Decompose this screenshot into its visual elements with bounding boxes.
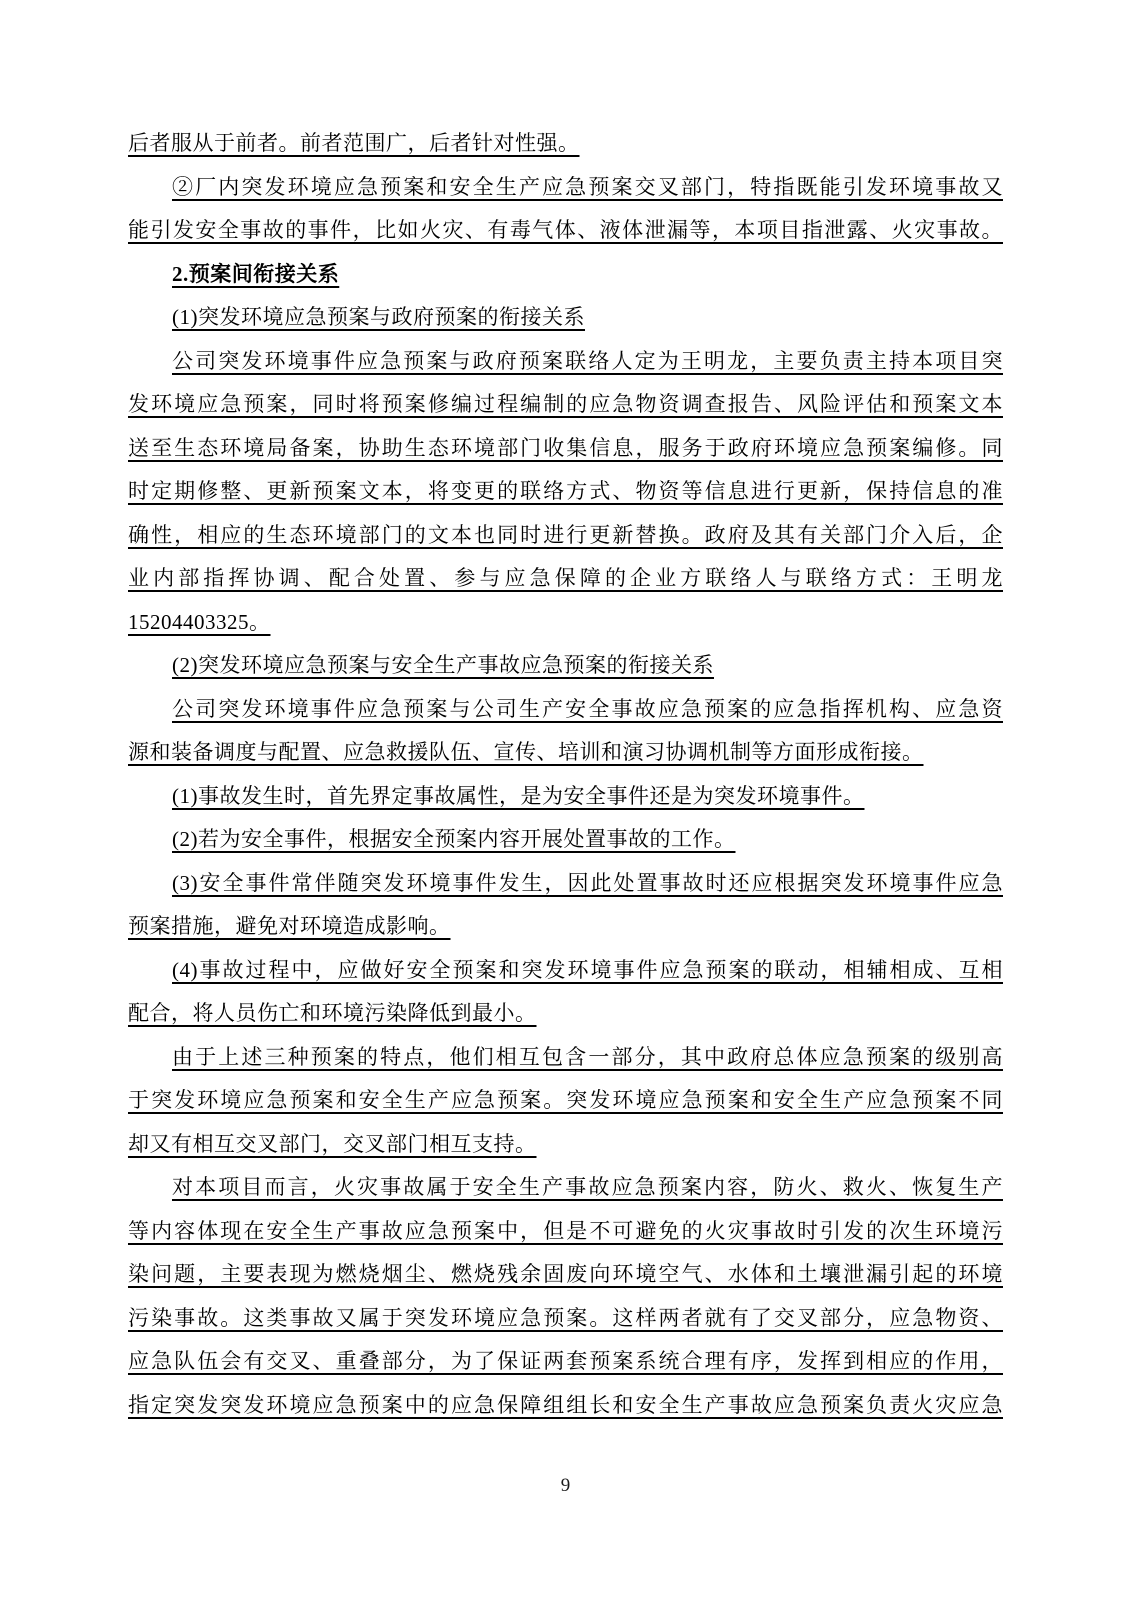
text-line: (2)若为安全事件，根据安全预案内容开展处置事故的工作。 [172,827,736,851]
text-line: 指定突发突发环境应急预案中的应急保障组组长和安全生产事故应急预案负责火灾应急 [128,1392,1003,1417]
text-line: (2)突发环境应急预案与安全生产事故应急预案的衔接关系 [172,653,714,677]
text-line: 源和装备调度与配置、应急救援队伍、宣传、培训和演习协调机制等方面形成衔接。 [128,740,924,764]
text-line: 应急队伍会有交叉、重叠部分，为了保证两套预案系统合理有序，发挥到相应的作用， [128,1349,1003,1373]
heading-line: 2.预案间衔接关系 [172,261,340,286]
text-line: 公司突发环境事件应急预案与政府预案联络人定为王明龙，主要负责主持本项目突 [172,348,1003,373]
text-line: 发环境应急预案，同时将预案修编过程编制的应急物资调查报告、风险评估和预案文本 [128,392,1003,416]
text-line: 送至生态环境局备案，协助生态环境部门收集信息，服务于政府环境应急预案编修。同 [128,435,1003,460]
text-line: 却又有相互交叉部门，交叉部门相互支持。 [128,1131,537,1156]
text-line: 染问题，主要表现为燃烧烟尘、燃烧残余固废向环境空气、水体和土壤泄漏引起的环境 [128,1262,1003,1286]
text-line: 预案措施，避免对环境造成影响。 [128,914,451,938]
text-line: 由于上述三种预案的特点，他们相互包含一部分，其中政府总体应急预案的级别高 [172,1044,1003,1069]
text-line: 确性，相应的生态环境部门的文本也同时进行更新替换。政府及其有关部门介入后，企 [128,522,1003,547]
text-line: 公司突发环境事件应急预案与公司生产安全事故应急预案的应急指挥机构、应急资 [172,696,1003,721]
page-number: 9 [560,1475,571,1496]
text-line: 时定期修整、更新预案文本，将变更的联络方式、物资等信息进行更新，保持信息的准 [128,479,1003,503]
text-line: 配合，将人员伤亡和环境污染降低到最小。 [128,1001,537,1025]
text-line: 业内部指挥协调、配合处置、参与应急保障的企业方联络人与联络方式：王明龙 [128,566,1003,590]
text-line: ②厂内突发环境应急预案和安全生产应急预案交叉部门，特指既能引发环境事故又 [172,174,1003,199]
text-line: 于突发环境应急预案和安全生产应急预案。突发环境应急预案和安全生产应急预案不同 [128,1088,1003,1112]
text-line: (3)安全事件常伴随突发环境事件发生，因此处置事故时还应根据突发环境事件应急 [172,870,1003,895]
text-line: 对本项目而言，火灾事故属于安全生产事故应急预案内容，防火、救火、恢复生产 [172,1175,1003,1199]
text-line: 等内容体现在安全生产事故应急预案中，但是不可避免的火灾事故时引发的次生环境污 [128,1218,1003,1243]
text-line: 15204403325。 [128,609,271,634]
text-line: (4)事故过程中，应做好安全预案和突发环境事件应急预案的联动，相辅相成、互相 [172,957,1003,982]
text-line: (1)事故发生时，首先界定事故属性，是为安全事件还是为突发环境事件。 [172,783,865,808]
document-body [128,122,1003,1427]
text-line: 后者服从于前者。前者范围广，后者针对性强。 [128,131,580,155]
text-line: 能引发安全事故的事件，比如火灾、有毒气体、液体泄漏等，本项目指泄露、火灾事故。 [128,218,1003,242]
text-line: 污染事故。这类事故又属于突发环境应急预案。这样两者就有了交叉部分，应急物资、 [128,1305,1003,1330]
text-line: (1)突发环境应急预案与政府预案的衔接关系 [172,305,585,329]
